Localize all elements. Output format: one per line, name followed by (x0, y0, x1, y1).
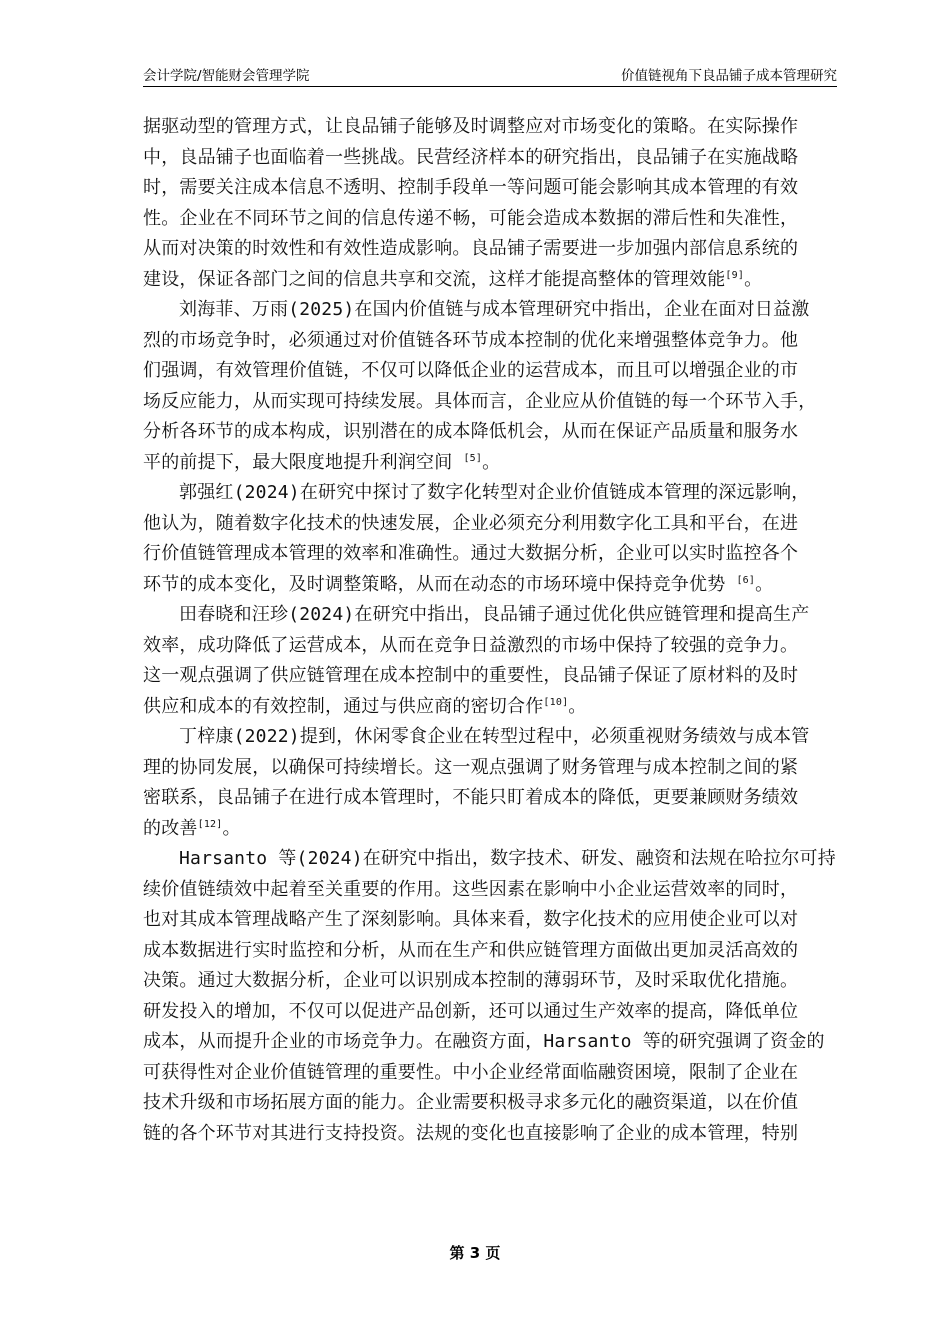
line-text: 中，良品铺子也面临着一些挑战。民营经济样本的研究指出，良品铺子在实施战略 (143, 146, 799, 168)
line-text: 从而对决策的时效性和有效性造成影响。良品铺子需要进一步加强内部信息系统的 (143, 238, 799, 259)
text-line (143, 326, 837, 357)
line-text: 续价值链绩效中起着至关重要的作用。这些因素在影响中小企业运营效率的同时， (143, 878, 799, 900)
line-text: 环节的成本变化，及时调整策略，从而在动态的市场环境中保持竞争优势 (143, 573, 737, 595)
citation-ref: [12] (197, 818, 223, 830)
text-line (143, 265, 837, 296)
text-line (143, 661, 837, 692)
line-text: 链的各个环节对其进行支持投资。法规的变化也直接影响了企业的成本管理，特别 (143, 1122, 799, 1144)
line-text: Harsanto 等(2024)在研究中指出，数字技术、研发、融资和法规在哈拉尔可持 (179, 848, 836, 869)
citation-ref: [9] (725, 269, 745, 281)
text-line (143, 509, 837, 540)
line-end-punct: 。 (222, 817, 241, 839)
line-end-punct: 。 (568, 695, 587, 717)
line-text: 密联系，良品铺子在进行成本管理时，不能只盯着成本的降低，更要兼顾财务绩效 (143, 787, 799, 808)
line-text: 决策。通过大数据分析，企业可以识别成本控制的薄弱环节，及时采取优化措施。 (143, 970, 799, 991)
line-text: 理的协同发展，以确保可持续增长。这一观点强调了财务管理与成本控制之间的紧 (143, 756, 799, 778)
line-text: 效率，成功降低了运营成本，从而在竞争日益激烈的市场中保持了较强的竞争力。 (143, 634, 799, 656)
text-line (143, 173, 837, 204)
header-divider (143, 86, 837, 87)
text-line (143, 600, 837, 631)
page-number: 第 3 页 (449, 1244, 501, 1262)
line-end-punct: 。 (744, 268, 763, 290)
line-text: 郭强红(2024)在研究中探讨了数字化转型对企业价值链成本管理的深远影响， (179, 482, 810, 503)
line-text: 建设，保证各部门之间的信息共享和交流，这样才能提高整体的管理效能 (143, 268, 726, 290)
text-line (143, 1088, 837, 1119)
page-header (143, 64, 837, 86)
line-text: 技术升级和市场拓展方面的能力。企业需要积极寻求多元化的融资渠道，以在价值 (143, 1092, 799, 1113)
text-line (143, 387, 837, 418)
line-text: 据驱动型的管理方式，让良品铺子能够及时调整应对市场变化的策略。在实际操作 (143, 116, 799, 137)
text-line (143, 570, 837, 601)
text-line (143, 112, 837, 143)
line-text: 也对其成本管理战略产生了深刻影响。具体来看，数字化技术的应用使企业可以对 (143, 909, 799, 930)
line-end-punct: 。 (482, 451, 501, 473)
text-line (143, 753, 837, 784)
text-line (143, 875, 837, 906)
text-line (143, 143, 837, 174)
line-text: 的改善 (143, 817, 198, 839)
header-left-text: 会计学院/智能财会管理学院 (143, 68, 310, 84)
line-text: 烈的市场竞争时，必须通过对价值链各环节成本控制的优化来增强整体竞争力。他 (143, 329, 799, 351)
citation-ref: [6] (736, 574, 756, 586)
text-line (143, 997, 837, 1028)
line-text: 他认为，随着数字化技术的快速发展，企业必须充分利用数字化工具和平台，在进 (143, 512, 799, 534)
text-line (143, 478, 837, 509)
text-line (143, 631, 837, 662)
text-line (143, 814, 837, 845)
line-text: 丁梓康(2022)提到，休闲零食企业在转型过程中，必须重视财务绩效与成本管 (179, 726, 810, 747)
text-line (143, 295, 837, 326)
line-end-punct: 。 (755, 573, 774, 595)
citation-ref: [5] (463, 452, 483, 464)
text-line (143, 448, 837, 479)
line-text: 可获得性对企业价值链管理的重要性。中小企业经常面临融资困境，限制了企业在 (143, 1061, 799, 1083)
line-text: 性。企业在不同环节之间的信息传递不畅，可能会造成本数据的滞后性和失准性， (143, 207, 799, 229)
text-line (143, 1119, 837, 1150)
text-line (143, 539, 837, 570)
body-text (143, 112, 837, 1149)
text-line (143, 966, 837, 997)
text-line (143, 1058, 837, 1089)
text-line (143, 417, 837, 448)
line-text: 时，需要关注成本信息不透明、控制手段单一等问题可能会影响其成本管理的有效 (143, 177, 799, 198)
header-right-text: 价值链视角下良品铺子成本管理研究 (621, 68, 837, 84)
line-text: 供应和成本的有效控制，通过与供应商的密切合作 (143, 695, 544, 717)
line-text: 行价值链管理成本管理的效率和准确性。通过大数据分析，企业可以实时监控各个 (143, 543, 799, 564)
citation-ref: [10] (543, 696, 569, 708)
text-line (143, 1027, 837, 1058)
text-line (143, 905, 837, 936)
text-line (143, 692, 837, 723)
line-text: 刘海菲、万雨(2025)在国内价值链与成本管理研究中指出，企业在面对日益激 (179, 299, 810, 320)
text-line (143, 722, 837, 753)
text-line (143, 234, 837, 265)
line-text: 们强调，有效管理价值链，不仅可以降低企业的运营成本，而且可以增强企业的市 (143, 360, 799, 381)
line-text: 平的前提下，最大限度地提升利润空间 (143, 451, 464, 473)
text-line (143, 204, 837, 235)
line-text: 这一观点强调了供应链管理在成本控制中的重要性，良品铺子保证了原材料的及时 (143, 665, 799, 686)
text-line (143, 936, 837, 967)
text-line (143, 356, 837, 387)
line-text: 分析各环节的成本构成，识别潜在的成本降低机会，从而在保证产品质量和服务水 (143, 421, 799, 442)
text-line (143, 844, 837, 875)
line-text: 成本数据进行实时监控和分析，从而在生产和供应链管理方面做出更加灵活高效的 (143, 939, 799, 961)
line-text: 田春晓和汪珍(2024)在研究中指出，良品铺子通过优化供应链管理和提高生产 (179, 604, 810, 625)
line-text: 研发投入的增加，不仅可以促进产品创新，还可以通过生产效率的提高，降低单位 (143, 1000, 799, 1022)
line-text: 成本，从而提升企业的市场竞争力。在融资方面，Harsanto 等的研究强调了资金的 (143, 1031, 825, 1052)
line-text: 场反应能力，从而实现可持续发展。具体而言，企业应从价值链的每一个环节入手， (143, 390, 817, 412)
text-line (143, 783, 837, 814)
